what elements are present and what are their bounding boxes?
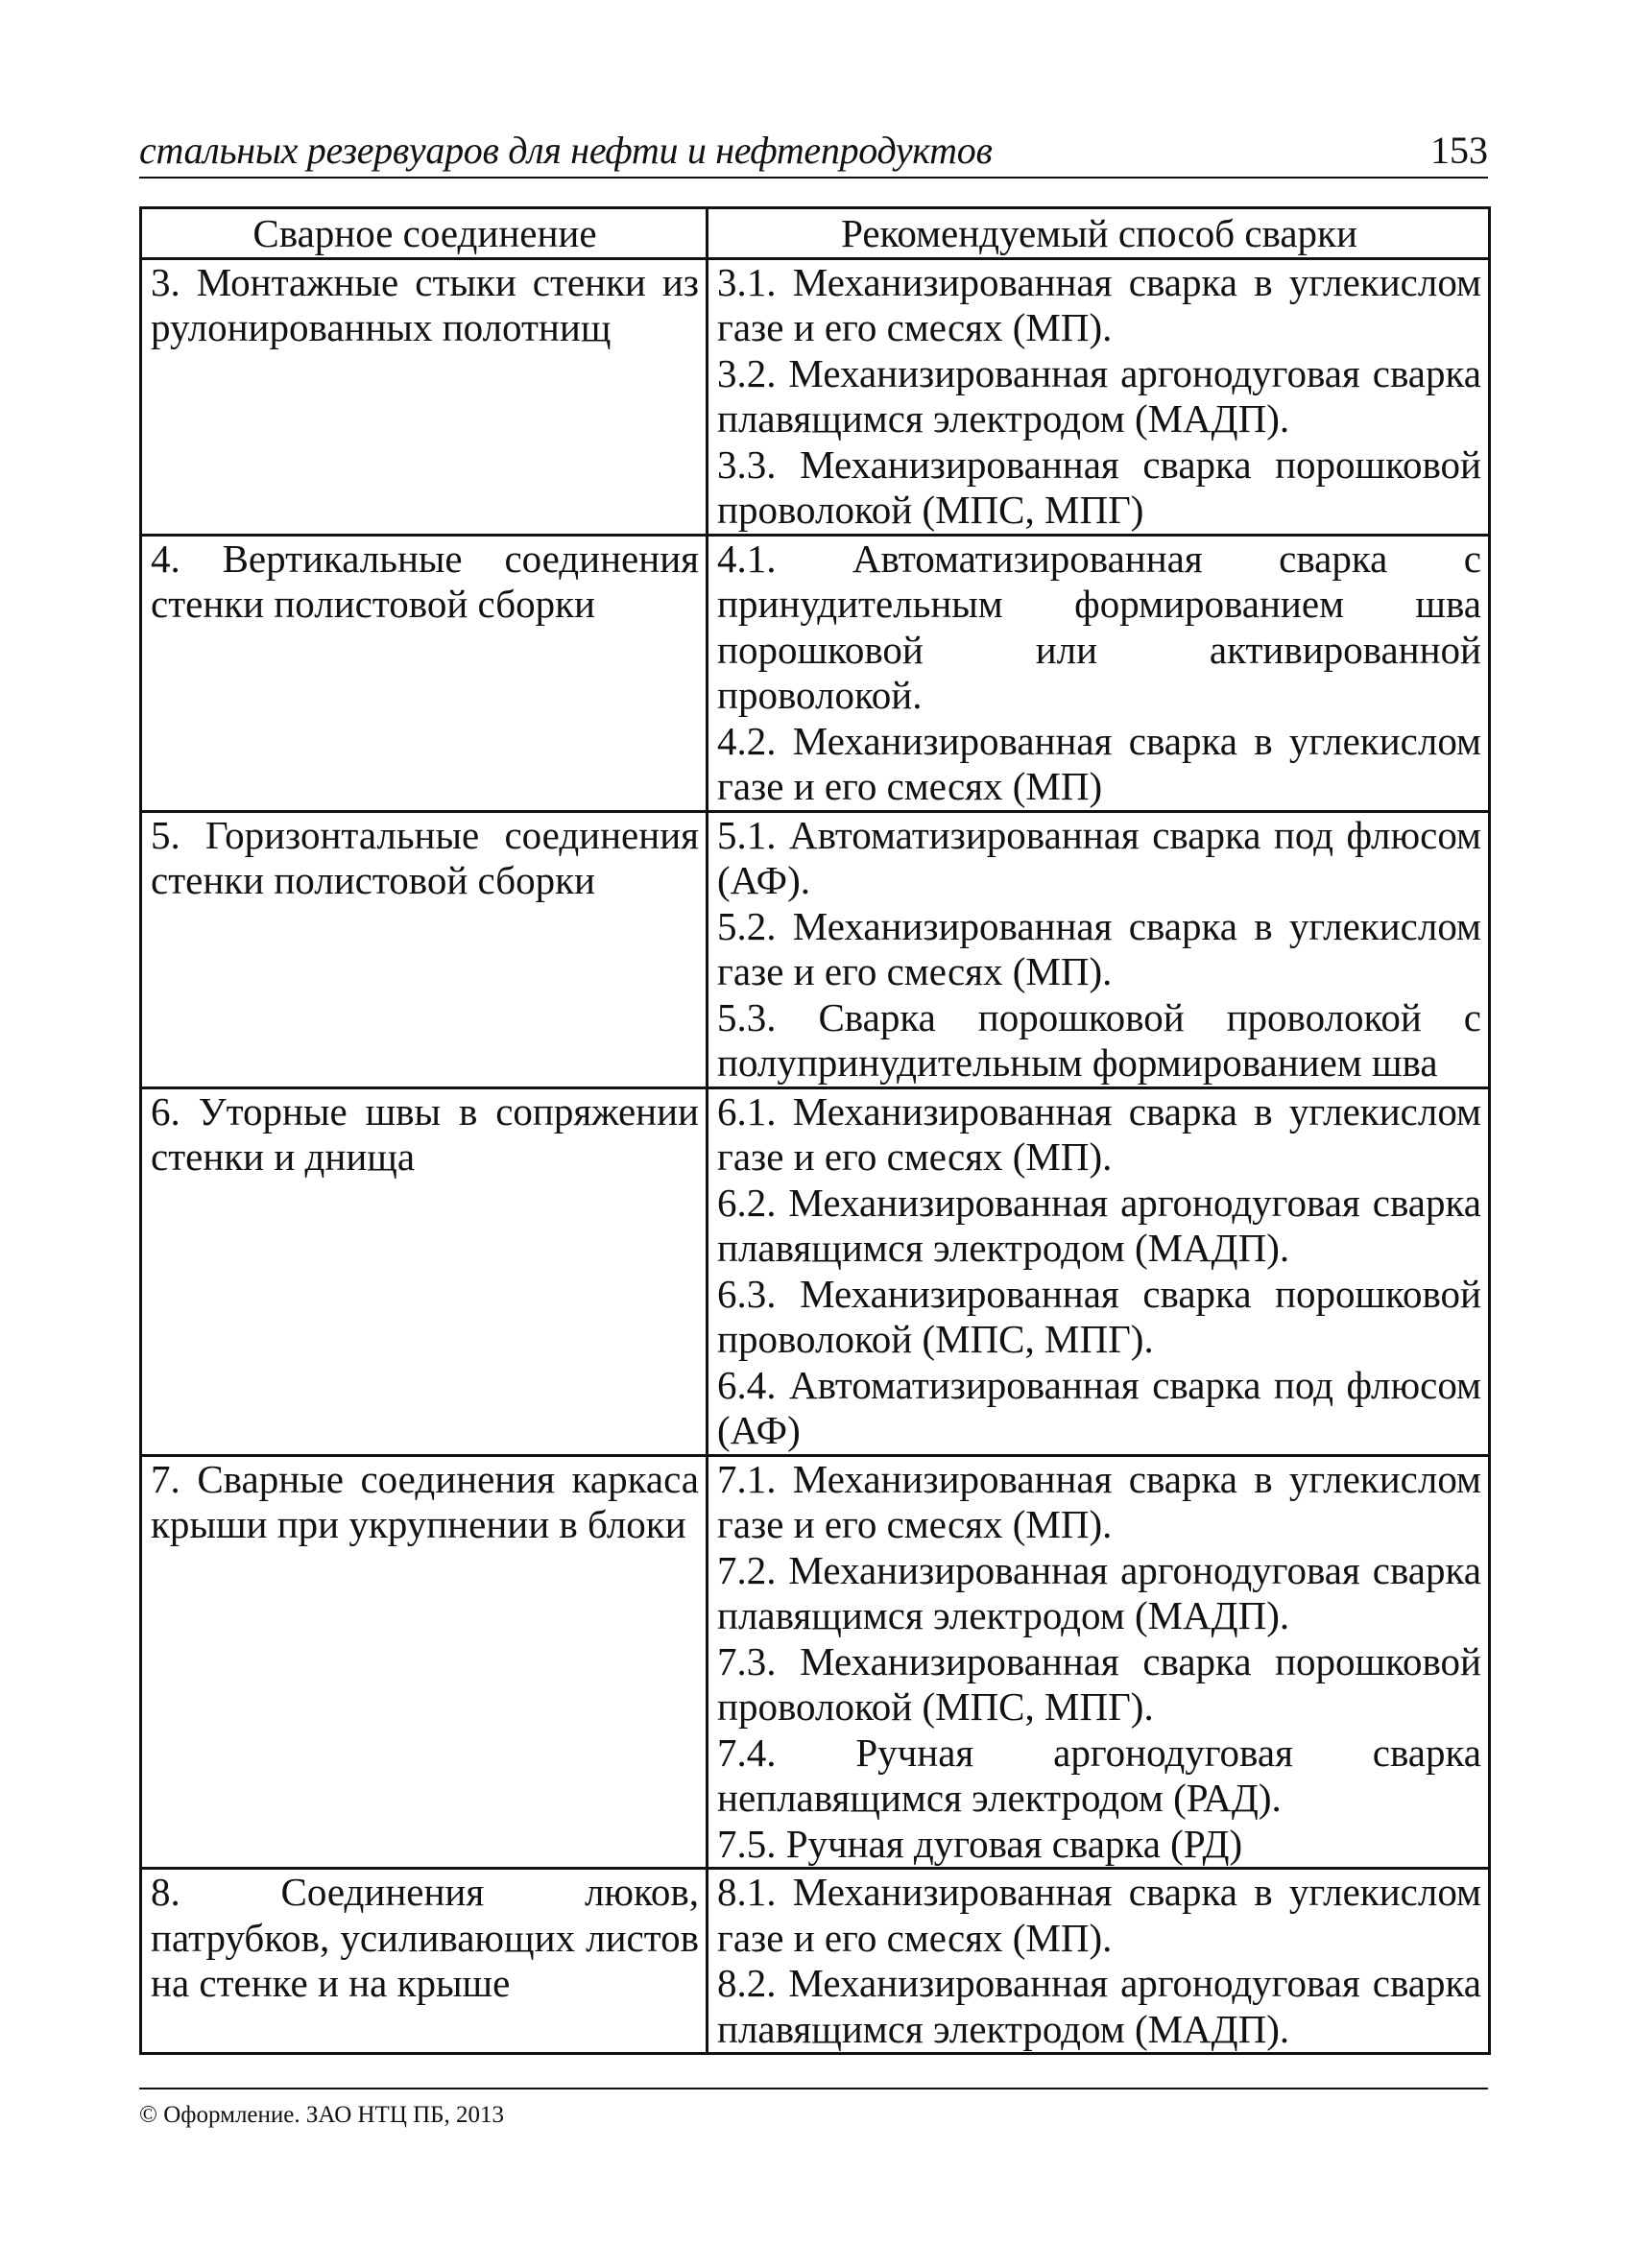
table-row xyxy=(141,1455,1490,1869)
table-header-row xyxy=(141,208,1490,259)
copyright-notice: © Оформление. ЗАО НТЦ ПБ, 2013 xyxy=(139,2102,505,2128)
method-item: 7.3. Механизированная сварка порошковой проволокой (МПС, МПГ). xyxy=(717,1638,1481,1729)
method-item: 4.1. Автоматизированная сварка с принудительным формированием шва порошковой или активированной проволокой. xyxy=(717,536,1481,717)
methods-cell xyxy=(708,1869,1490,2054)
method-item: 8.1. Механизированная сварка в углекислом газе и его смесях (МП). xyxy=(717,1870,1481,1960)
table-row xyxy=(141,811,1490,1087)
method-item: 5.2. Механизированная сварка в углекислом газе и его смесях (МП). xyxy=(717,903,1481,993)
method-item: 6.1. Механизированная сварка в углекислом газе и его смесях (МП). xyxy=(717,1088,1481,1179)
table-row xyxy=(141,1869,1490,2054)
method-item: 3.1. Механизированная сварка в углекислом газе и его смесях (МП). xyxy=(717,259,1481,349)
joint-cell xyxy=(141,1869,708,2054)
page-header xyxy=(139,123,1488,179)
joint-text: 5. Горизонтальные соединения стенки полистовой сборки xyxy=(151,812,699,902)
column-header-method: Рекомендуемый способ сварки xyxy=(708,208,1490,259)
welding-methods-table xyxy=(139,206,1491,2055)
method-item: 5.1. Автоматизированная сварка под флюсом (АФ). xyxy=(717,812,1481,902)
column-header-joint: Сварное соединение xyxy=(141,208,708,259)
joint-cell xyxy=(141,811,708,1087)
joint-cell xyxy=(141,1455,708,1869)
methods-cell xyxy=(708,1087,1490,1455)
page-number: 153 xyxy=(1430,129,1488,172)
method-item: 7.5. Ручная дуговая сварка (РД) xyxy=(717,1821,1243,1866)
method-item: 7.4. Ручная аргонодуговая сварка неплавящимся электродом (РАД). xyxy=(717,1730,1481,1820)
method-item: 7.1. Механизированная сварка в углекислом газе и его смесях (МП). xyxy=(717,1456,1481,1546)
joint-text: 8. Соединения люков, патрубков, усиливающих листов на стенке и на крыше xyxy=(151,1870,699,2005)
methods-cell xyxy=(708,811,1490,1087)
table-row xyxy=(141,1087,1490,1455)
method-item: 7.2. Механизированная аргонодуговая сварка плавящимся электродом (МАДП). xyxy=(717,1547,1481,1637)
footer-divider xyxy=(139,2088,1488,2089)
joint-cell xyxy=(141,535,708,811)
joint-text: 6. Уторные швы в сопряжении стенки и днища xyxy=(151,1088,699,1179)
method-item: 5.3. Сварка порошковой проволокой с полупринудительным формированием шва xyxy=(717,994,1481,1085)
methods-cell xyxy=(708,258,1490,535)
joint-cell xyxy=(141,258,708,535)
running-title: стальных резервуаров для нефти и нефтепродуктов xyxy=(139,129,993,172)
joint-text: 4. Вертикальные соединения стенки полистовой сборки xyxy=(151,536,699,626)
joint-text: 3. Монтажные стыки стенки из рулонированных полотнищ xyxy=(151,259,699,349)
joint-cell xyxy=(141,1087,708,1455)
methods-cell xyxy=(708,1455,1490,1869)
method-item: 6.2. Механизированная аргонодуговая сварка плавящимся электродом (МАДП). xyxy=(717,1180,1481,1270)
method-item: 6.4. Автоматизированная сварка под флюсом (АФ) xyxy=(717,1362,1481,1452)
table-row xyxy=(141,535,1490,811)
method-item: 6.3. Механизированная сварка порошковой проволокой (МПС, МПГ). xyxy=(717,1271,1481,1361)
method-item: 8.2. Механизированная аргонодуговая сварка плавящимся электродом (МАДП). xyxy=(717,1961,1481,2051)
joint-text: 7. Сварные соединения каркаса крыши при укрупнении в блоки xyxy=(151,1456,699,1546)
table-row xyxy=(141,258,1490,535)
method-item: 3.2. Механизированная аргонодуговая сварка плавящимся электродом (МАДП). xyxy=(717,350,1481,441)
method-item: 3.3. Механизированная сварка порошковой проволокой (МПС, МПГ) xyxy=(717,442,1481,532)
method-item: 4.2. Механизированная сварка в углекислом газе и его смесях (МП) xyxy=(717,718,1481,808)
methods-cell xyxy=(708,535,1490,811)
